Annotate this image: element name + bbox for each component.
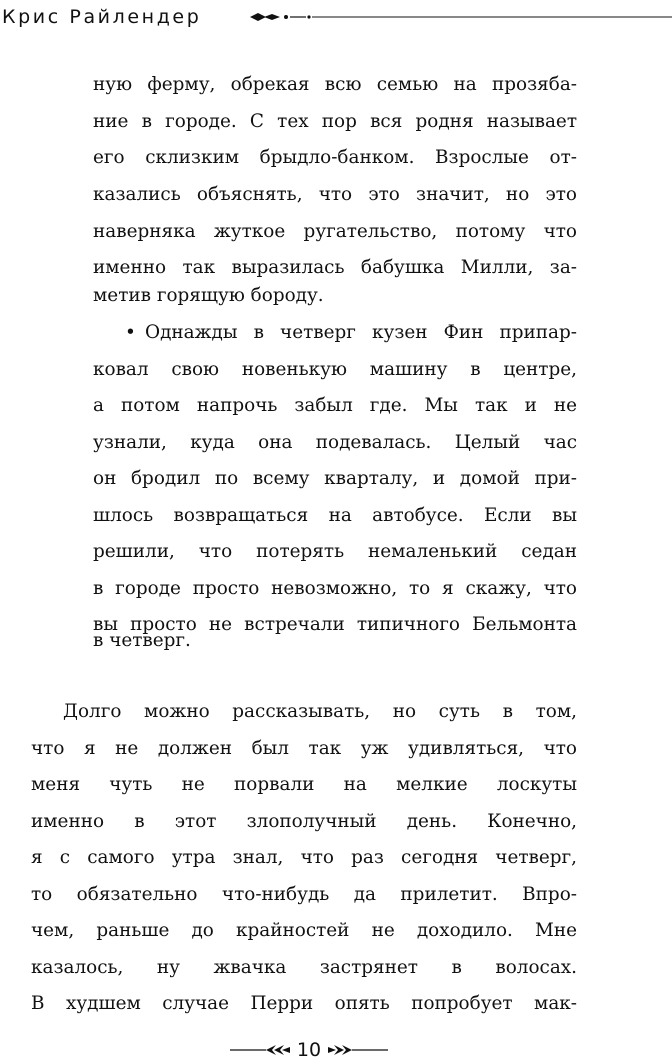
running-head-author: Крис Райлендер — [2, 6, 202, 28]
text-line: ние в городе. С тех пор вся родня называет — [93, 111, 577, 132]
text-line: именно в этот злополучный день. Конечно, — [31, 811, 577, 832]
text-line: его склизким брыдло-банком. Взрослые от- — [93, 147, 577, 168]
text-line: меня чуть не порвали на мелкие лоскуты — [31, 774, 577, 795]
text-line: чем, раньше до крайностей не доходило. Мне — [31, 920, 577, 941]
page-number: 10 — [296, 1039, 322, 1061]
text-line: Однажды в четверг кузен Фин припар- — [145, 322, 577, 343]
folio-ornament-left — [230, 1042, 292, 1058]
text-line: именно так выразилась бабушка Милли, за- — [93, 257, 577, 278]
page-header — [0, 2, 672, 34]
text-line: вы просто не встречали типичного Бельмонта — [93, 614, 577, 635]
text-line: наверняка жуткое ругательство, потому что — [93, 221, 577, 242]
text-line: решили, что потерять немаленький седан — [93, 541, 577, 562]
text-line: Долго можно рассказывать, но суть в том, — [63, 701, 577, 722]
text-line: казались объяснять, что это значит, но это — [93, 184, 577, 205]
text-line: ковал свою новенькую машину в центре, — [93, 359, 577, 380]
list-bullet: • — [125, 322, 136, 343]
folio-ornament-right — [326, 1042, 388, 1058]
text-line: шлось возвращаться на автобусе. Если вы — [93, 505, 577, 526]
text-line: казалось, ну жвачка застрянет в волосах. — [31, 957, 577, 978]
text-line: В худшем случае Перри опять попробует мак- — [31, 993, 577, 1014]
text-line: то обязательно что-нибудь да прилетит. Впро- — [31, 884, 577, 905]
text-line: в городе просто невозможно, то я скажу, что — [93, 578, 577, 599]
text-line: я с самого утра знал, что раз сегодня четверг, — [31, 847, 577, 868]
page-footer — [0, 1036, 672, 1064]
text-line: что я не должен был так уж удивляться, что — [31, 738, 577, 759]
text-line: он бродил по всему кварталу, и домой при- — [93, 468, 577, 489]
header-ornament-rule — [246, 7, 672, 27]
text-line: в четверг. — [93, 630, 191, 651]
text-line: метив горящую бороду. — [93, 285, 324, 306]
text-line: ную ферму, обрекая всю семью на прозяба- — [93, 74, 577, 95]
text-line: а потом напрочь забыл где. Мы так и не — [93, 395, 577, 416]
text-line: узнали, куда она подевалась. Целый час — [93, 432, 577, 453]
